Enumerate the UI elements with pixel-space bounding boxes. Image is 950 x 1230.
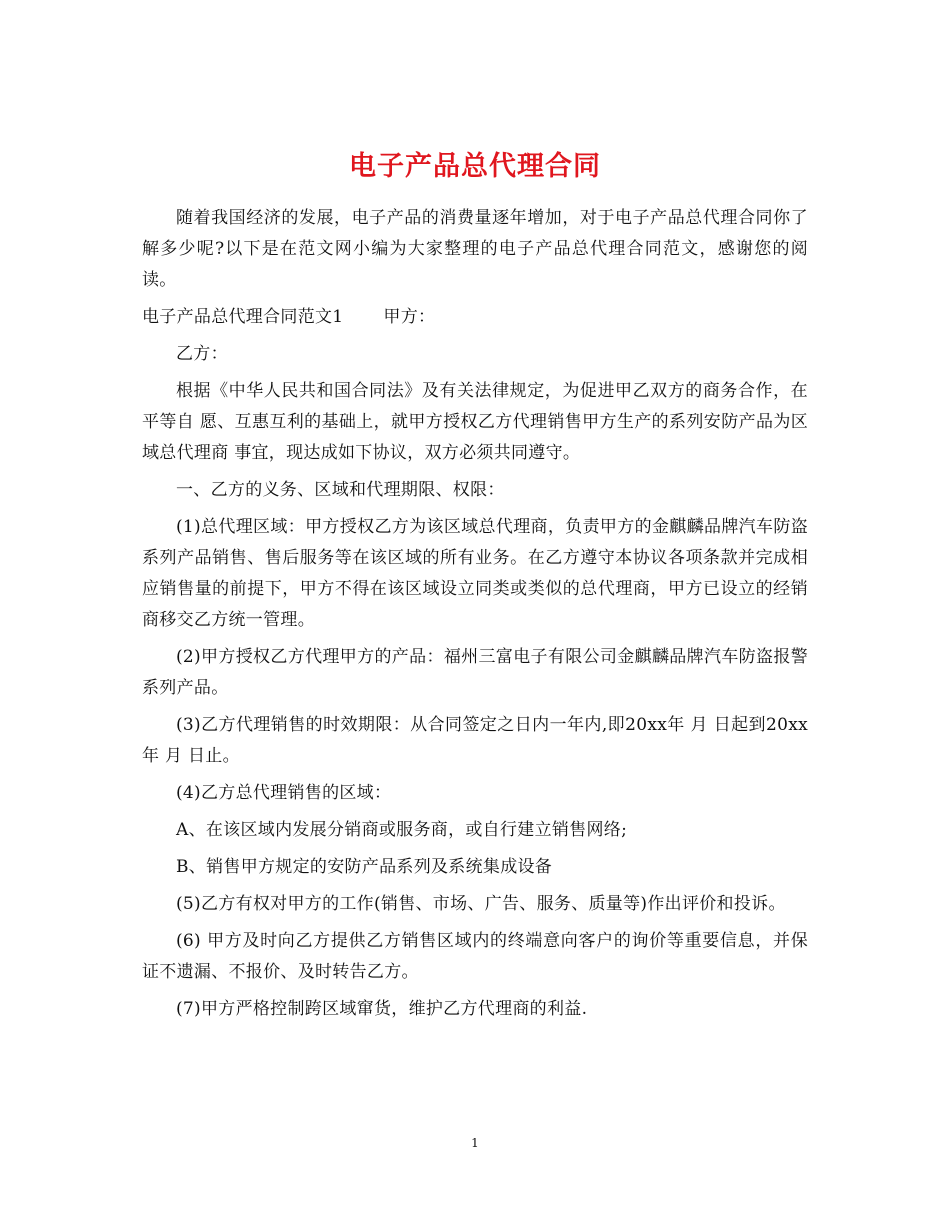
clause-6: (6) 甲方及时向乙方提供乙方销售区域内的终端意向客户的询价等重要信息，并保证不遗漏、不报价、及时转告乙方。 (142, 931, 808, 982)
preamble-paragraph: 根据《中华人民共和国合同法》及有关法律规定，为促进甲乙双方的商务合作，在平等自 愿、互惠互利的基础上，就甲方授权乙方代理销售甲方生产的系列安防产品为区域总代理商 事宜，现达成如下协议，双方必须共同遵守。 (142, 381, 808, 463)
document-body (142, 203, 808, 1031)
clause-2: (2)甲方授权乙方代理甲方的产品：福州三富电子有限公司金麒麟品牌汽车防盗报警系列产品。 (142, 647, 808, 698)
clause-1: (1)总代理区域：甲方授权乙方为该区域总代理商，负责甲方的金麒麟品牌汽车防盗系列产品销售、售后服务等在该区域的所有业务。在乙方遵守本协议各项条款并完成相应销售量的前提下，甲方不得在该区域设立同类或类似的总代理商，甲方已设立的经销商移交乙方统一管理。 (142, 517, 808, 630)
party-b-label: 乙方： (176, 344, 228, 364)
clause-4: (4)乙方总代理销售的区域： (176, 783, 392, 803)
clause-3: (3)乙方代理销售的时效期限：从合同签定之日内一年内,即20xx年 月 日起到20xx年 月 日止。 (142, 715, 808, 766)
party-a-label: 甲方： (383, 307, 436, 327)
document-title: 电子产品总代理合同 (349, 151, 601, 183)
sample-heading-line (142, 302, 808, 333)
intro-paragraph: 随着我国经济的发展，电子产品的消费量逐年增加，对于电子产品总代理合同你了解多少呢?以下是在范文网小编为大家整理的电子产品总代理合同范文，感谢您的阅读。 (142, 208, 808, 290)
clause-5: (5)乙方有权对甲方的工作(销售、市场、广告、服务、质量等)作出评价和投诉。 (176, 894, 786, 914)
page-number: 1 (471, 1136, 479, 1150)
section-heading: 一、乙方的义务、区域和代理期限、权限： (176, 480, 505, 500)
sample-heading: 电子产品总代理合同范文1 (142, 307, 344, 327)
clause-4a: A、在该区域内发展分销商或服务商，或自行建立销售网络; (176, 820, 628, 840)
clause-7: (7)甲方严格控制跨区域窜货，维护乙方代理商的利益. (176, 999, 588, 1019)
clause-4b: B、销售甲方规定的安防产品系列及系统集成设备 (176, 857, 553, 877)
